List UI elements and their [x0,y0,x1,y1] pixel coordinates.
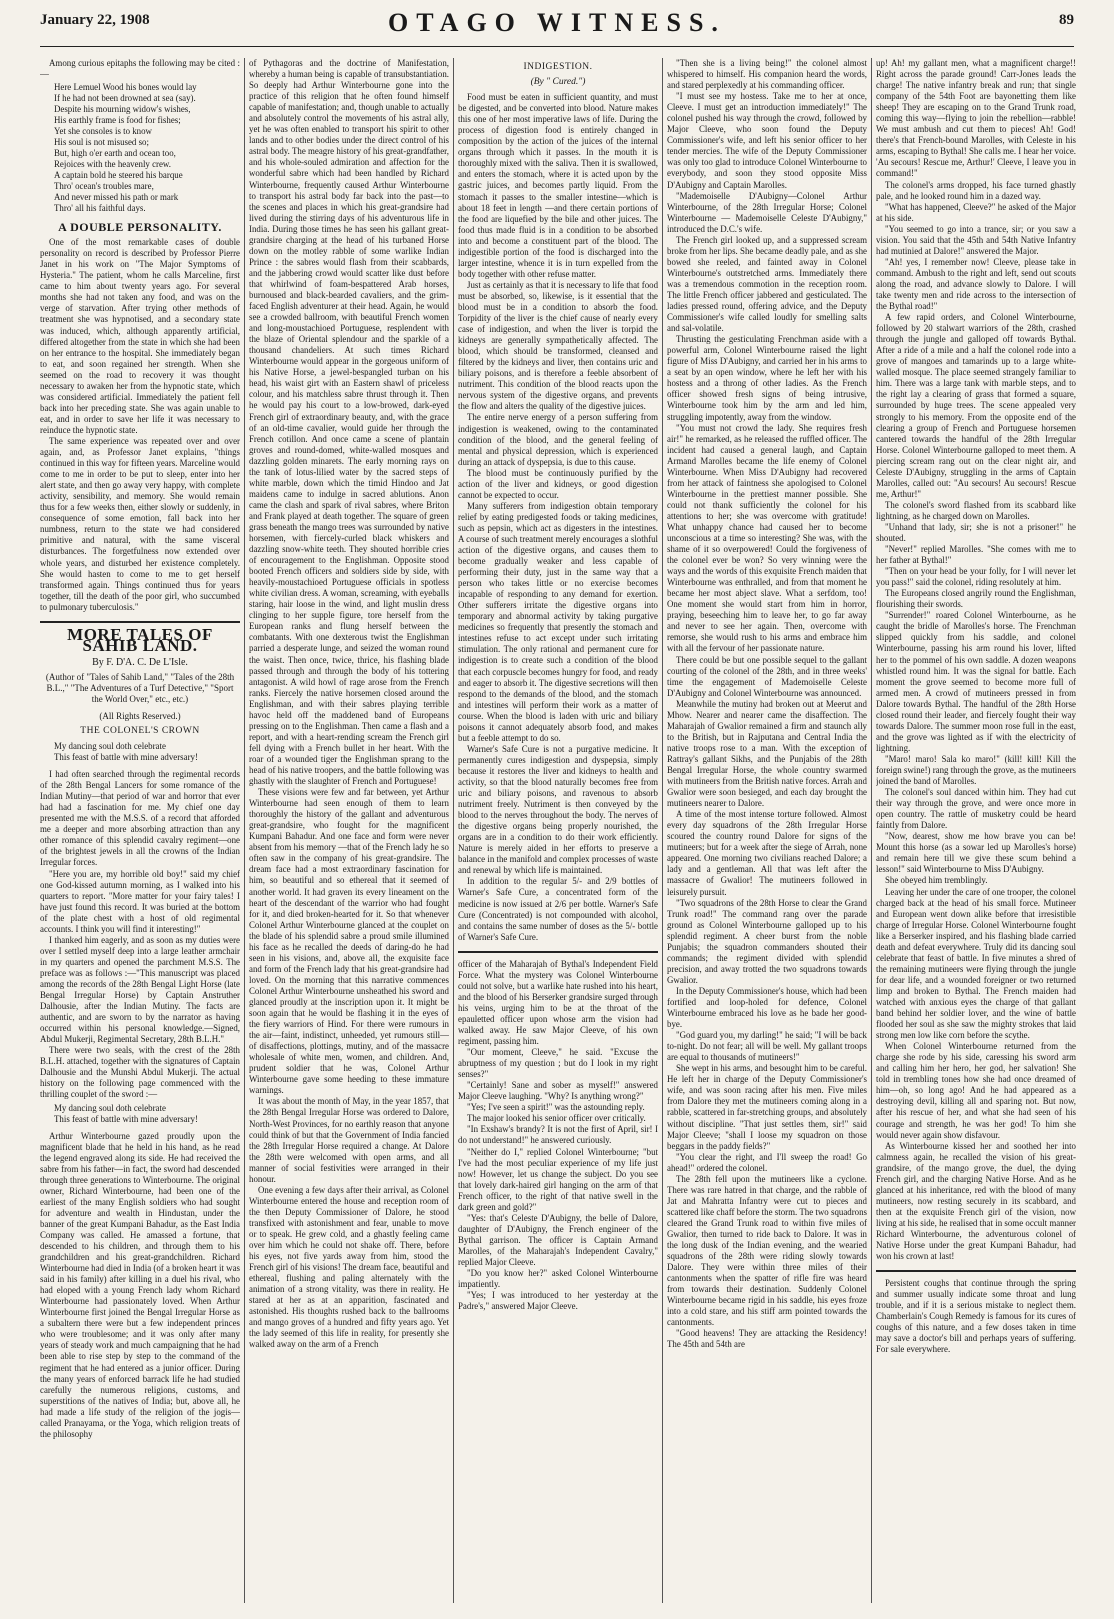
byline: By F. D'A. C. De L'Isle. [92,656,188,668]
ad-paragraph: The entire nerve energy of a person suffering from indigestion is weakened, owing to the contaminated condition of the blood, and the general feeling of mental and physical depression, which is experienced during an attack of dyspepsia, is due to this cause. [458,412,658,467]
story-paragraph: "Good heavens! They are attacking the Residency! The 45th and 54th are [667,1328,867,1350]
story-paragraph: "Mademoiselle D'Aubigny—Colonel Arthur Winterbourne, of the 28th Irregular Horse; Colonel Winterbourne — Mademoiselle Celeste D'Aubigny," introduced the D.C.'s wife. [667,190,867,234]
column-rule [244,58,245,1603]
chapter-title: THE COLONEL'S CROWN [80,726,200,737]
double-personality-heading: A DOUBLE PERSONALITY. [58,220,222,235]
verse-line: Despite his mourning widow's wishes, [54,104,191,115]
ad-paragraph: The blood must be continuously purified by the action of the liver and kidneys, or good digestion cannot be expected to occur. [458,467,658,500]
author-credit: (Author of "Tales of Sahib Land," "Tales of the 28th B.L.," "The Adventures of a Turf Detective," "Sport the World Over," etc., etc.) [45,671,235,704]
story-paragraph: "Surrender!" roared Colonel Winterbourne, as he caught the bridle of Marolles's horse. The Frenchman slipped quickly from his saddle, and colonel Winterbourne, passing his arm round his lover, lifted her to the pommel of his own saddle. A dozen weapons whistled round him. It was the signal for battle. Each moment the grove seemed to become more full of armed men. A crowd of mutineers pressed in from Dalore towards Bythal. The handful of the 28th Horse closed round their leader, and fiercely fought their way towards Dalore. The summer moon rose full in the east, and the grove was lighted as if with the electricity of lightning. [876,610,1076,753]
story-paragraph: "Neither do I," replied Colonel Winterbourne; "but I've had the most peculiar experience of my life just now! However, let us change the subject. Do you see that lovely dark-haired girl hanging on the arm of that French officer, to the right of that native swell in the dark green and gold?" [458,1146,658,1212]
story-paragraph: Arthur Winterbourne gazed proudly upon the magnificent blade that he held in his hand, as he read the legend engraved along its side. He had received the sabre from his father—in fact, the sword had descended through three generations to Winterbourne. The original owner, Richard Winterbourne, had been one of the earliest of the many English soldiers who had sought for adventure and wealth in Hindustan, under the banner of the great Kumpani Bahadur, as the East India Company was called. He amassed a fortune, that descended to his children, and through them to his grandchildren and his great-grandchildren. Richard Winterbourne had died in India (of a broken heart it was said in his family) after killing in a duel his rival, who had eloped with a young French lady whom Richard Winterbourne had passionately loved. When Arthur Winterbourne first joined the Bengal Irregular Horse as a subaltern there were but a few independent princes who were troublesome; and it was only after many years of steady work and much campaigning that he had been able to rise step by step to the command of the regiment that he had entered as a junior officer. During the many years of enforced barrack life he had studied carefully the numerous religions, customs, and superstitions of the natives of India; but, above all, he had made a life study of the religion of the jogis—called Pranayama, or the Yoga, which religion treats of the philosophy [40,1130,240,1439]
verse-line: His earthly frame is food for fishes; [54,115,181,126]
story-paragraph: "Here you are, my horrible old boy!" said my chief one God-kissed autumn morning, as I walked into his quarters to report. "More matter for your fairy tales! I have just found this record. It was buried at the bottom of the plate chest with a host of old regimental accounts. I think you will find it interesting!" [40,868,240,934]
story-paragraph: "Never!" replied Marolles. "She comes with me to her father at Bythal!" [876,544,1076,566]
story-paragraph: officer of the Maharajah of Bythal's Independent Field Force. What the mystery was Colonel Winterbourne could not solve, but a warlike hate rushed into his heart, and the blood of his Berserker grandsire surged through his veins, urging him to be at the throat of the epauletted officer upon whose arm the vision had walked away. He saw Major Cleeve, of his own regiment, passing him. [458,958,658,1047]
story-paragraph: "Two squadrons of the 28th Horse to clear the Grand Trunk road!" The command rang over the parade ground as Colonel Winterbourne galloped up to his splendid regiment. A cheer burst from the noble Punjabis; the squadron commanders shouted their commands; the regiment divided with splendid precision, and away trotted the two squadrons towards Gwalior. [667,897,867,985]
tales-heading: MORE TALES OF SAHIB LAND. [40,621,240,651]
epigraph [40,1103,240,1125]
epitaph-intro: Among curious epitaphs the following may be cited :— [40,58,240,80]
section-divider [458,951,658,953]
verse-line: And never missed his path or mark [54,192,179,203]
story-paragraph: "You clear the right, and I'll sweep the road! Go ahead!" ordered the colonel. [667,1151,867,1173]
ad-paragraph: Many sufferers from indigestion obtain temporary relief by eating predigested foods or taking medicines, such as pepsin, which act as digesters in the intestines. A course of such treatment merely encourages a slothful action of the digestive organs, and causes them to become gradually weaker and less capable of performing their duty, just in the same way that a person who takes little or no exercise becomes incapable of responding to any demand for exertion. Other sufferers irritate the digestive organs into temporary and abnormal activity by taking purgative medicines so frequently that presently the stomach and intestines refuse to act except under such irritating stimulation. The only rational and permanent cure for indigestion is to create such a condition of the blood that each corpuscle becomes hungry for food, and ready and eager to absorb it. The digestive secretions will then respond to the demands of the blood, and the stomach and intestines will perform their work as a matter of course. When the blood is laden with uric and biliary poisons it cannot adequately absorb food, and makes but a feeble attempt to do so. [458,500,658,743]
story-paragraph: A time of the most intense torture followed. Almost every day squadrons of the 28th Irregular Horse scoured the country round Dalore for signs of the mutineers; but for a week after the siege of Arrah, none appeared. One morning two civilians reached Dalore; a lady and a gentleman. All that was left after the massacre of Gwalior! The mutineers followed in leisurely pursuit. [667,809,867,897]
issue-date: January 22, 1908 [40,12,150,28]
story-paragraph: The colonel's arms dropped, his face turned ghastly pale, and he looked round him in a dazed way. [876,179,1076,201]
story-paragraph: "Maro! maro! Sala ko maro!" (kill! kill! Kill the foreign swine!) rang through the grove, as the mutineers joined the band of Marolles. [876,753,1076,787]
epigraph [40,741,240,763]
verse-line: My dancing soul doth celebrate [54,1102,166,1113]
story-paragraph: I thanked him eagerly, and as soon as my duties were over I settled myself deep into a large leather armchair in my quarters and opened the parchment M.S.S. The preface was as follows :—"This manuscript was placed among the records of the 28th Bengal Light Horse (late Bengal Irregular Horse) by Captain Anstruther Dalhousie, after the Indian Mutiny. The facts are authentic, and are sworn to by the narrator as having occurred within his personal knowledge.—Signed, Abdul Mukerji, Regimental Secretary, 28th B.L.H." [40,934,240,1045]
story-paragraph: Leaving her under the care of one trooper, the colonel charged back at the head of his small force. Mutineer and European went down alike before that irresistible charge of Irregular Horse. Colonel Winterbourne fought like a Berserker inspired, and his flashing blade carried death and defeat everywhere. Truly did its dancing soul celebrate that feast of battle. In five minutes a shred of the remaining mutineers were flying through the jungle for dear life, and a wounded foreigner or two returned limp and broken to Bythal. The French maiden had watched with anxious eyes the charge of that gallant band behind her soldier lover, and the wine of battle flooded her soul as she saw the mighty strokes that laid strong men low like corn before the scythe. [876,886,1076,1041]
story-paragraph: "You must not crowd the lady. She requires fresh air!" he remarked, as he released the ruffled officer. The incident had caused a general laugh, and Captain Armand Marolles became the life enemy of Colonel Winterbourne. When Miss D'Aubigny had recovered from her attack of faintness she apologised to Colonel Winterbourne in the prettiest manner possible. She could not thank sufficiently the colonel for his attentions to her; she was overcome with gratitude! What unhappy chance had caused her to become unconscious at a time so interesting? She was, with the shame of it so overpowered! Could the forgiveness of the colonel ever be won? So very winning were the ways and the words of this exquisite French maiden that Winterbourne was enthralled, and from that moment he became her most abject slave. What a serfdom, too! One moment she would start from him in horror, praying, beseeching him to leave her, to go far away and never to see her again. Then, overcome with remorse, she would rush to his arms and embrace him with all the fervour of her passionate nature. [667,422,867,654]
story-paragraph: "Then on your head be your folly, for I will never let you pass!" said the colonel, riding resolutely at him. [876,566,1076,588]
verse-line: If he had not been drowned at sea (say). [54,93,196,104]
story-paragraph: The 28th fell upon the mutineers like a cyclone. There was rare hatred in that charge, and the rabble of Jat and Mahratta Infantry were cut to pieces and scattered like chaff before the storm. The two squadrons cleared the Grand Trunk road to within five miles of Gwalior, then turned to ride back to Dalore. It was in the long dusk of the Indian evening, and the wearied squadrons of the 28th were riding slowly towards Dalore. They were within three miles of their cantonments when the spatter of rifle fire was heard from towards their destination. Suddenly Colonel Winterbourne became rigid in his saddle, his eyes froze into a cold stare, and his stiff arm pointed towards the cantonments. [667,1173,867,1328]
verse-line: Yet she consoles is to know [54,126,152,137]
verse-line: A captain bold he steered his barque [54,170,183,181]
ad-paragraph: Warner's Safe Cure is not a purgative medicine. It permanently cures indigestion and dyspepsia, simply because it restores the liver and kidneys to health and activity, so that the blood naturally becomes free from uric and biliary poisons, and ravenous to absorb nutriment freely. Nutriment is then conveyed by the blood to the nerves throughout the body. The nerves of the digestive organs being properly nourished, the organs are in a condition to do their work efficiently. Nature is merely aided in her efforts to preserve a balance in the manifold and complex processes of waste and renewal by which life is maintained. [458,743,658,876]
story-paragraph: of Pythagoras and the doctrine of Manifestation, whereby a human being is capable of transubstantiation. So deeply had Arthur Winterbourne gone into the practice of this religion that he often found himself capable of manifestation; and, though unable to actually and absolutely control the movements of his astral ally, yet he was often enabled to transport his spirit to other lands and to other bodies under the direct control of his astral body. The meagre history of his great-grandfather, and his whole-souled admiration and affection for the wonderful sabre which had been handled by Richard Winterbourne, frequently caused Arthur Winterbourne to transport his astral body far back into the past—to the scenes and places in which his great-grandsire had lived during the stirring days of his adventurous life in India. During those times he has seen his gallant great-grandsire charging at the head of his turbaned Horse down on the motley rabble of some warlike Indian Prince : the sabres would flash from their scabbards, and the jabbering crowd would scatter like dust before that whirlwind of foam-bespattered Arab horses, burnoused and black-bearded cavaliers, and the grim-faced English adventurer at their head. Again, he would see a crowded ballroom, with beautiful French women and long-moustachioed Portuguese, resplendent with the blaze of Oriental splendour and the sparkle of a thousand chandeliers. At such times Richard Winterbourne would appear in the gorgeous uniform of his Native Horse, a jewel-bespangled turban on his head, his waist girt with an Eastern shawl of priceless colour, and his matchless sabre thrust through it. Then he would pay his court to a low-browed, dark-eyed French girl of extraordinary beauty, and, with the grace of an old-time cavalier, would guide her through the French cotillon. And once came a scene of plantain groves and round-domed, white-walled mosques and dazzling golden minarets. The early morning rays on the tank of lotus-lilied water by the sacred steps of white marble, down which the timid Hindoo and Jat maidens came to indulge in sacred ablutions. Anon came the clash and spark of rival sabres, where Briton and Frank played at death together. The square of green grass beneath the mango trees was surrounded by native horsemen, with fiercely-curled black whiskers and dazzling snow-white teeth. They shouted horrible cries of encouragement to the Englishman. Opposite stood booted French officers and soldiers side by side, with heavily-moustachioed Portuguese officials in spotless white civilian dress. A woman, screaming, with eyeballs staring, hair loose in the wind, and light muslin dress clinging to her supple figure, tore herself from the European ranks and flung herself between the combatants. With one dexterous twist the Englishman parried a desperate lunge, and seized the woman round the waist. Then once, twice, thrice, his flashing blade passed through and through the body of his tottering antagonist. A wild howl of rage arose from the French ranks. Fiercely the native horsemen closed around the Englishman, and with their sabres playing terrible havoc held off the maddened band of Europeans pressing on to the Englishman. Then came a flash and a report, and with a heart-rending scream the French girl fell dying with a French bullet in her heart. With the roar of a wounded tiger the Englishman sprang to the head of his native troopers, and the battle following was ghastly with the slaughter of French and Portuguese! [249,58,449,787]
story-paragraph: I had often searched through the regimental records of the 28th Bengal Lancers for some romance of the Indian Mutiny—that period of war and horror that ever had had a fascination for me. My chief one day presented me with the M.S.S. of a record that afforded me a deeper and more absorbing attraction than any other romance of this splendid cavalry regiment—one of the brightest jewels in all the crowns of the Indian Irregular forces. [40,769,240,868]
story-paragraph: She obeyed him tremblingly. [885,875,988,886]
verse-line: This feast of battle with mine adversary! [54,1113,198,1124]
ad-paragraph: In addition to the regular 5/- and 2/9 bottles of Warner's Safe Cure, a concentrated form of the medicine is now issued at 2/6 per bottle. Warner's Safe Cure (Concentrated) is not compounded with alcohol, and contains the same number of doses as the 5/- bottle of Warner's Safe Cure. [458,876,658,942]
verse-line: Thro' all his faithful days. [54,203,146,214]
verse-line: His soul is not misused so; [54,137,149,148]
column-1 [40,58,240,1603]
epitaph-verse [40,82,240,214]
story-paragraph: "Yes; I've seen a spirit!" was the astounding reply. [467,1102,645,1113]
story-paragraph: She wept in his arms, and besought him to be careful. He left her in charge of the Deputy Commissioner's wife, and was soon racing after his men. Five miles from Dalore they met the mutineers coming along in a rabble, scattered in far-stretching groups, and absolutely without discipline. "That just settles them, sir!" said Major Cleeve; "shall I loose my squadron on those beggars in the paddy fields?" [667,1063,867,1151]
story-paragraph: Meanwhile the mutiny had broken out at Meerut and Mhow. Nearer and nearer came the disaffection. The Maharajah of Gwalior remained a firm and staunch ally to the British, but in Rajputana and Central India the native troops rose to a man. With the exception of Rattray's gallant Sikhs, and the Punjabis of the 28th Bengal Irregular Horse, the whole country swarmed with mutineers from the British native forces. Arrah and Gwalior were soon besieged, and each day brought the mutineers nearer to Dalore. [667,698,867,809]
story-paragraph: "I must see my hostess. Take me to her at once, Cleeve. I must get an introduction immediately!" The colonel pushed his way through the crowd, followed by Major Cleeve, who soon found the Deputy Commissioner's wife, and left his senior officer to her tender mercies. The wife of the Deputy Commissioner was only too glad to introduce Colonel Winterbourne to everybody, and soon they stood opposite Miss D'Aubigny and Captain Marolles. [667,91,867,190]
story-paragraph: "Now, dearest, show me how brave you can be! Mount this horse (as a sowar led up Marolles's horse) and remain here till we give these scum behind a lesson!" said Winterbourne to Miss D'Aubigny. [876,831,1076,875]
story-paragraph: Thrusting the gesticulating Frenchman aside with a powerful arm, Colonel Winterbourne raised the light figure of Miss D'Aubigny, and carried her in his arms to a seat by an open window, where he left her with his hostess and a throng of other ladies. As the French officer showed fresh signs of being intrusive, Winterbourne took him by the arm and led him, struggling impotently, away from the window. [667,334,867,422]
section-divider [876,1270,1076,1272]
verse-line: This feast of battle with mine adversary! [54,752,198,763]
story-paragraph: "Yes: that's Celeste D'Aubigny, the belle of Dalore, daughter of D'Aubigny, the French engineer of the Bythal garrison. The officer is Captain Armand Marolles, of the Maharajah's Independent Cavalry," replied Major Cleeve. [458,1212,658,1267]
story-paragraph: These visions were few and far between, yet Arthur Winterbourne had seen enough of them to learn thoroughly the history of the gallant and adventurous great-grandsire, who fought for the magnificent Kumpani Bahadur. And one face and form were never absent from his memory —that of the French lady he so often saw in the company of his great-grandsire. The dream face had a most extraordinary fascination for him, so beautiful and so ethereal that it seemed of another world. It had graven its every lineament on the heart of the descendant of the warrior who had fought for it, and died broken-hearted for it. So that whenever Colonel Arthur Winterbourne glanced at the couplet on the blade of his splendid sabre a proud smile illumined his face as he recalled the deeds of daring-do he had seen in his visions, and, above all, the exquisite face and form of the French lady that his great-grandsire had loved. On the morning that this narrative commences Colonel Arthur Winterbourne unsheathed his sword and glanced proudly at the inscription upon it. It might be soon again that he would be flashing it in the eyes of the fiery warriors of Hind. For there were rumours in the air—faint, indistinct, unheeded, yet rumours still—of disaffections, plottings, mutiny, and of the massacre wholesale of white men, women, and children. And, prudent soldier that he was, Colonel Arthur Winterbourne gave some heeding to these immature warnings. [249,787,449,1096]
story-paragraph: A few rapid orders, and Colonel Winterbourne, followed by 20 stalwart warriors of the 28th, crashed through the jungle and galloped off towards Bythal. After a ride of a mile and a half the colonel rode into a grove of mangoes and tamarinds up to a large white-walled mosque. The place seemed strangely familiar to him. There was a large tank with marble steps, and to the right lay a clearing of grass that formed a square, surrounded by huge trees. The scene appealed very strongly to his memory. From the opposite end of the clearing a group of French and Portuguese horsemen cantered towards the handful of the 28th Irregular Horse. Colonel Winterbourne galloped to meet them. A piercing scream rang out on the clear night air, and Celeste D'Aubigny, struggling in the arms of Captain Marolles, called out: "Au secours! Au secours! Rescue me, Arthur!" [876,312,1076,499]
story-paragraph: "Yes; I was introduced to her yesterday at the Padre's," answered Major Cleeve. [458,1290,658,1312]
column-2 [249,58,449,1603]
story-paragraph: "Do you know her?" asked Colonel Winterbourne impatiently. [458,1268,658,1290]
ad-paragraph: Food must be eaten in sufficient quantity, and must be digested, and be converted into blood. Nature makes this one of her most imperative laws of life. During the process of digestion food is entirely changed in composition by the action of the juices of the internal organs through which it passes. In the mouth it is thoroughly mixed with the saliva. Then it is swallowed, and enters the stomach, where it is acted upon by the gastric juices, and becomes partly liquid. From the stomach it passes to the smaller intestine—which is about 18 feet in length —and there certain portions of the food are liquefied by the bile and other juices. The food thus made fluid is in a condition to be absorbed into and become a constituent part of the blood. The indigestible portion of the food is discharged into the larger intestine, whence it is in turn expelled from the body together with other refuse matter. [458,92,658,279]
indigestion-byline: (By " Cured.") [530,77,586,88]
story-paragraph: The Europeans closed angrily round the Englishman, flourishing their swords. [876,588,1076,610]
column-4 [667,58,867,1603]
story-paragraph: One evening a few days after their arrival, as Colonel Winterbourne entered the house and reception room of the then Deputy Commissioner of Dalore, he stood transfixed with astonishment and fear, unable to move or to speak. He grew cold, and a ghastly feeling came over him which he could not shake off. There, before his eyes, not five yards away from him, stood the French girl of his visions! The dream face, beautiful and ethereal, flushing and paling alternately with the animation of a strong vitality, was there in reality. He stared at her as at an apparition, fascinated and astonished. His thoughts rushed back to the ballrooms and mango groves of a hundred and fifty years ago. Yet the lady seemed of this life in reality, for presently she walked away on the arm of a French [249,1184,449,1350]
story-paragraph: "What has happened, Cleeve?" he asked of the Major at his side. [876,201,1076,223]
story-paragraph: "Ah! yes, I remember now! Cleeve, please take in command. Ambush to the right and left, send out scouts along the road, and advance slowly to Dalore. I will take twenty men and ride across to the intersection of the Bythal road!" [876,256,1076,312]
story-paragraph: "Certainly! Sane and sober as myself!" answered Major Cleeve laughing. "Why? Is anything wrong?" [458,1080,658,1102]
verse-line: Rejoices with the heavenly crew. [54,159,171,170]
story-paragraph: The major looked his senior officer over critically. [467,1113,646,1124]
column-5 [876,58,1076,1603]
masthead [40,10,1074,47]
story-paragraph: There could be but one possible sequel to the gallant courting of the colonel of the 28th, and in three weeks' time the engagement of Mademoiselle Celeste D'Aubigny and Colonel Winterbourne was announced. [667,654,867,698]
column-rule [871,58,872,1603]
story-paragraph: The colonel's soul danced within him. They had cut their way through the grove, and were once more in open country. The rattle of musketry could be heard faintly from Dalore. [876,787,1076,831]
rights-notice: (All Rights Reserved.) [99,711,181,722]
story-paragraph: As Winterbourne kissed her and soothed her into calmness again, he recalled the vision of his great-grandsire, of the mango grove, the duel, the dying French girl, and the charging Native Horse. And as he glanced at his inheritance, red with the blood of many mutineers, now resting securely in its scabbard, and then at the exquisite French girl of the vision, now living at his side, he realised that in some occult manner Richard Winterbourne, the adventurous colonel of Native Horse under the great Kumpani Bahadur, had won his crown at last! [876,1140,1076,1262]
story-paragraph: "God guard you, my darling!" he said; "I will be back to-night. Do not fear; all will be well. My gallant troops are equal to thousands of mutineers!" [667,1030,867,1063]
page-number: 89 [1059,12,1074,28]
column-3 [458,58,658,1603]
verse-line: Thro' ocean's troubles mare, [54,181,154,192]
story-paragraph: "Our moment, Cleeve," he said. "Excuse the abruptness of my question ; but do I look in my right senses?" [458,1047,658,1080]
story-paragraph: "In Exshaw's brandy? It is not the first of April, sir! I do not understand!" he answered curiously. [458,1124,658,1146]
story-paragraph: In the Deputy Commissioner's house, which had been fortified and loop-holed for defence, Colonel Winterbourne embraced his love as he bade her good-bye. [667,985,867,1030]
story-paragraph: When Colonel Winterbourne returned from the charge she rode by his side, caressing his sword arm and calling him her hero, her god, her salvation! She told in trembling tones how she had once dreamed of him—oh, so long ago! And he had appeared as a destroying devil, killing all and sparing not. But now, after his rescue of her, and what she had seen of his courage and strength, he was her god! To him she would never again show disfavour. [876,1041,1076,1140]
story-paragraph: up! Ah! my gallant men, what a magnificent charge!! Right across the parade ground! Carr-Jones leads the charge! The native infantry break and run; that single company of the 54th Foot are bayonetting them like sheep! They are escaping on to the Grand Trunk road, coming this way—flying to join the rebellion—rabble! We must ambush and cut them to pieces! Ah! God! there's that French-bound Marolles, with Celeste in his arms, escaping to Bythal! She calls me. I hear her voice. 'Au secours! Rescue me, Arthur!' Cleeve, I leave you in command!" [876,58,1076,179]
story-paragraph: "Unhand that lady, sir; she is not a prisoner!" he shouted. [876,521,1076,544]
column-rule [453,58,454,1603]
indigestion-heading: INDIGESTION. [523,62,593,72]
newspaper-title: OTAGO WITNESS. [388,8,726,37]
story-paragraph: The colonel's sword flashed from its scabbard like lightning, as he charged down on Marolles. [876,499,1076,521]
verse-line: Here Lemuel Wood his bones would lay [54,82,197,93]
cough-remedy-ad: Persistent coughs that continue through the spring and summer usually indicate some throat and lung trouble, and if it is a serious mistake to neglect them. Chamberlain's Cough Remedy is famous for its cures of coughs of this nature, and a few doses taken in time may save a doctor's bill and perhaps years of suffering. For sale everywhere. [876,1278,1076,1355]
story-paragraph: It was about the month of May, in the year 1857, that the 28th Bengal Irregular Horse was ordered to Dalore, North-West Provinces, for no earthly reason that anyone could think of but that the Government of India fancied the 28th Irregular Horse required a change. At Dalore the 28th were welcomed with open arms, and all manner of social festivities were arranged in their honour. [249,1096,449,1184]
ad-paragraph: Just as certainly as that it is necessary to life that food must be absorbed, so, likewise, is it essential that the blood must be in a condition to absorb the food. Torpidity of the liver is the chief cause of nearly every case of indigestion, and when the liver is torpid the kidneys are generally sympathetically affected. The blood, which should be transformed, cleansed and filtered by the kidneys and liver, then contains uric and biliary poisons, and is therefore a feeble absorbent of nutriment. This condition of the blood reacts upon the nervous system of the digestive organs, and prevents the flow and alters the quality of the digestive juices. [458,279,658,412]
article-paragraph: One of the most remarkable cases of double personality on record is described by Professor Pierre Janet in his work on "The Major Symptoms of Hysteria." The patient, whom he calls Marceline, first came to him about twenty years ago. For several months she had not taken any food, and was on the verge of starvation. After trying other methods of treatment she was hypnotised, and a secondary state was induced, which, although apparently artificial, differed altogether from the state in which she had been on her entrance to the hospital. She immediately began to eat, and soon regained her strength. When she seemed on the road to recovery it was thought necessary to awaken her from the hypnotic state, which was considered artificial. Immediately the patient fell back into her preceding state. She was again unable to eat, and in order to save her life it was necessary to reinduce the hypnotic state. [40,237,240,435]
verse-line: My dancing soul doth celebrate [54,741,166,752]
story-paragraph: There were two seals, with the crest of the 28th B.L.H. attached, together with the signatures of Captain Dalhousie and the Munshi Abdul Mukerji. The actual history on the following page commenced with the thrilling couplet of the sword :— [40,1045,240,1100]
story-paragraph: "You seemed to go into a trance, sir; or you saw a vision. You said that the 45th and 54th Native Infantry had mutinied at Dalore!" answered the Major. [876,223,1076,256]
verse-line: But, high o'er earth and ocean too, [54,148,176,159]
story-paragraph: The French girl looked up, and a suppressed scream broke from her lips. She became deadly pale, and as she bowed she reeled, and fainted away in Colonel Winterbourne's outstretched arms. Immediately there was a tremendous commotion in the reception room. The little French officer jabbered and gesticulated. The ladies pressed round, offering advice, and the Deputy Commissioner's wife called loudly for smelling salts and sal-volatile. [667,234,867,334]
story-paragraph: "Then she is a living being!" the colonel almost whispered to himself. His companion heard the words, and stared perplexedly at his commanding officer. [667,58,867,91]
column-rule [662,58,663,1603]
article-paragraph: The same experience was repeated over and over again, and, as Professor Janet explains, "things continued in this way for fifteen years. Marceline would come to me in order to be put to sleep, enter into her alert state, and then go away very happy, with complete activity, sensibility, and memory. She would remain thus for a few weeks then, either slowly or suddenly, in consequence of some emotion, fall back into her numbness, return to the state we had considered primitive and natural, with the same visceral disturbances. The forgetfulness now extended over whole years, and disturbed her existence completely. She would hasten to come to me to get herself transformed again. Things continued thus for years together, till the death of the poor girl, who succumbed to pulmonary tuberculosis." [40,435,240,612]
